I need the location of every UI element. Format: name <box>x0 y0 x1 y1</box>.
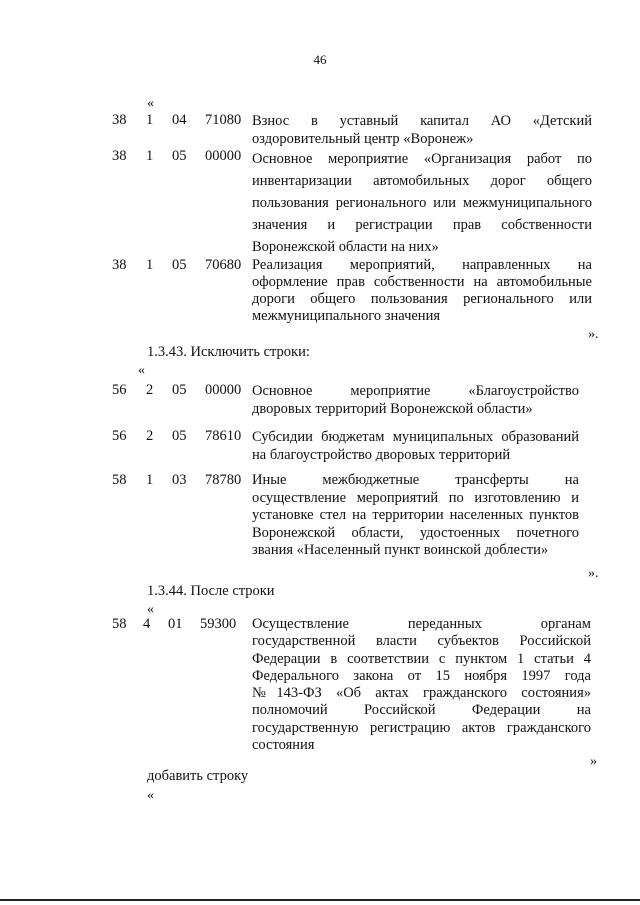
open-quote: « <box>147 788 154 803</box>
code-col-1: 38 <box>112 112 127 128</box>
code-col-1: 38 <box>112 148 127 164</box>
description-line: оформление прав собственности на автомобильные <box>252 274 592 290</box>
open-quote: « <box>147 602 154 617</box>
row-description <box>252 428 579 464</box>
code-col-3: 05 <box>172 382 187 398</box>
open-quote: « <box>138 363 145 378</box>
description-line: Взнос в уставный капитал АО «Детский <box>252 113 592 129</box>
code-col-2: 2 <box>146 382 154 398</box>
code-col-3: 05 <box>172 428 187 444</box>
row-description <box>252 382 579 418</box>
page-number: 46 <box>313 52 327 67</box>
row-description <box>252 472 579 560</box>
description-line: Иные межбюджетные трансферты на <box>252 472 579 488</box>
description-line: Субсидии бюджетам муниципальных образований <box>252 429 579 445</box>
code-col-2: 1 <box>146 148 154 164</box>
code-col-4: 00000 <box>205 148 242 164</box>
code-col-3: 05 <box>172 257 187 273</box>
description-line: государственную регистрацию актов гражданского <box>252 719 591 736</box>
description-line: государственной власти субъектов Российской <box>252 633 591 650</box>
description-line: Основное мероприятие «Организация работ по <box>252 151 592 167</box>
description-line: полномочий Российской Федерации на <box>252 702 591 719</box>
code-col-1: 58 <box>112 472 127 488</box>
description-line: Реализация мероприятий, направленных на <box>252 257 592 273</box>
close-quote: ». <box>588 327 599 342</box>
open-quote: « <box>147 96 154 111</box>
description-line: оздоровительный центр «Воронеж» <box>252 131 474 147</box>
description-line: значения и регистрации прав собственности <box>252 217 592 233</box>
description-line: межмуниципального значения <box>252 308 440 324</box>
code-col-1: 56 <box>112 428 127 444</box>
code-col-2: 2 <box>146 428 154 444</box>
code-col-3: 04 <box>172 112 187 128</box>
code-col-2: 1 <box>146 257 154 273</box>
code-col-3: 05 <box>172 148 187 164</box>
description-line: Федерации в соответствии с пунктом 1 статьи 4 <box>252 650 591 667</box>
code-col-1: 58 <box>112 616 127 632</box>
code-col-3: 03 <box>172 472 187 488</box>
description-line: №143-ФЗ «Об актах гражданского состояния» <box>252 685 591 702</box>
description-line: дороги общего пользования регионального или <box>252 291 592 307</box>
description-line: на благоустройство дворовых территорий <box>252 447 511 463</box>
description-line: Основное мероприятие «Благоустройство <box>252 383 579 399</box>
section-heading: 1.3.44. После строки <box>147 583 275 599</box>
close-quote: » <box>590 754 597 769</box>
description-line: осуществление мероприятий по изготовлению и <box>252 489 579 506</box>
row-description <box>252 616 591 754</box>
code-col-4: 00000 <box>205 382 242 398</box>
code-col-4: 59300 <box>200 616 237 632</box>
scan-edge-line <box>0 899 640 901</box>
description-line: Воронежской области, удостоенных почетного <box>252 524 579 541</box>
code-col-2: 1 <box>146 472 154 488</box>
code-col-4: 78610 <box>205 428 242 444</box>
code-col-1: 38 <box>112 257 127 273</box>
description-line: Осуществление переданных органам <box>252 616 591 632</box>
code-col-2: 4 <box>143 616 151 632</box>
code-col-4: 71080 <box>205 112 242 128</box>
add-line-text: добавить строку <box>147 768 249 784</box>
row-description <box>252 148 592 258</box>
code-col-3: 01 <box>168 616 183 632</box>
code-col-4: 70680 <box>205 257 242 273</box>
description-line: пользования регионального или межмуниципального <box>252 195 592 211</box>
close-quote: ». <box>588 566 599 581</box>
section-heading: 1.3.43. Исключить строки: <box>147 344 310 360</box>
description-line: Федерального закона от 15 ноября 1997 года <box>252 667 591 684</box>
code-col-2: 1 <box>146 112 154 128</box>
description-line: установке стел на территории населенных пунктов <box>252 507 579 523</box>
code-col-4: 78780 <box>205 472 242 488</box>
description-line: дворовых территорий Воронежской области» <box>252 401 533 417</box>
description-line: инвентаризации автомобильных дорог общего <box>252 173 592 189</box>
description-line: Воронежской области на них» <box>252 239 439 255</box>
row-description <box>252 112 592 148</box>
code-col-1: 56 <box>112 382 127 398</box>
description-line: звания «Населенный пункт воинской доблести» <box>252 542 549 558</box>
description-line: состояния <box>252 737 315 754</box>
row-description <box>252 257 592 325</box>
